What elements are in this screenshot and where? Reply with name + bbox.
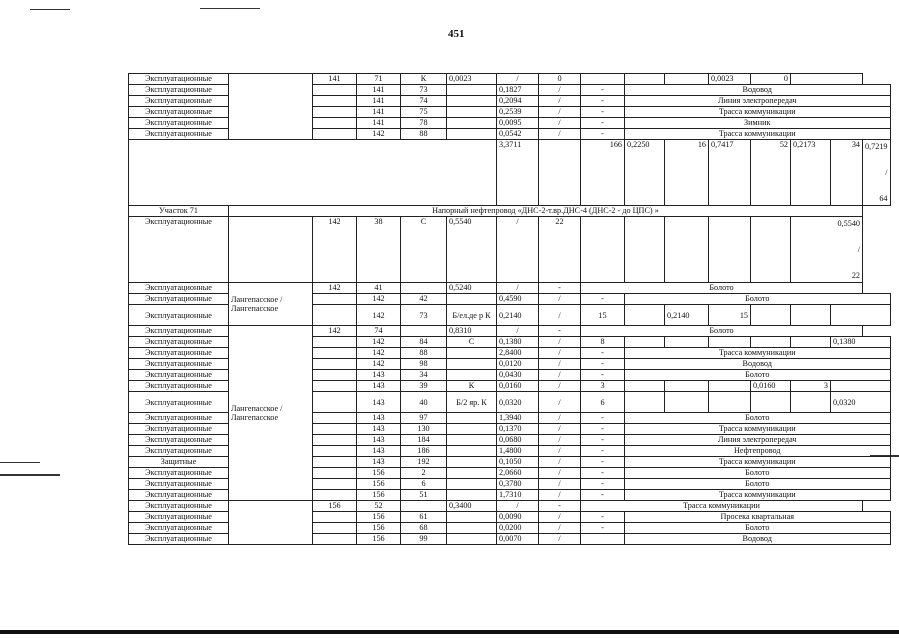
count-cell: 8	[581, 337, 625, 348]
slash-cell: /	[539, 107, 581, 118]
count-cell: -	[581, 359, 625, 370]
slash-cell: /	[539, 370, 581, 381]
c3-count-cell: 3	[791, 381, 831, 392]
note-cell: Болото	[581, 283, 863, 294]
area-cell: 0,0070	[497, 534, 539, 545]
quarter-cell: 142	[313, 326, 357, 337]
plot-cell: 34	[401, 370, 447, 381]
plot-cell: 41	[357, 283, 401, 294]
purpose-cell: Эксплуатационные	[129, 129, 229, 140]
slash-cell: /	[497, 283, 539, 294]
plot-cell: 73	[401, 85, 447, 96]
total-area-cell: 3,3711	[497, 140, 539, 206]
plot-cell: 75	[401, 107, 447, 118]
quarter-cell: 156	[357, 479, 401, 490]
area-cell: 0,2140	[497, 305, 539, 326]
quarter-cell: 142	[313, 217, 357, 283]
purpose-cell: Эксплуатационные	[129, 107, 229, 118]
page-bottom-edge	[0, 630, 899, 634]
quarter-cell: 156	[313, 501, 357, 512]
quarter-cell: 141	[313, 74, 357, 85]
area-cell: 0,2539	[497, 107, 539, 118]
purpose-cell: Эксплуатационные	[129, 305, 229, 326]
quarter-cell: 143	[357, 424, 401, 435]
purpose-cell: Эксплуатационные	[129, 424, 229, 435]
note-cell: Трасса коммуникации	[625, 129, 891, 140]
note-cell: Трасса коммуникации	[625, 490, 891, 501]
category-cell	[401, 326, 447, 337]
plot-cell: 88	[401, 129, 447, 140]
count-cell	[581, 534, 625, 545]
totals-row	[129, 140, 891, 206]
area-cell: 0,1380	[497, 337, 539, 348]
slash-cell: /	[539, 435, 581, 446]
count-cell: -	[581, 96, 625, 107]
note-cell: Болото	[625, 370, 891, 381]
scan-mark	[0, 474, 60, 476]
quarter-cell: 143	[357, 457, 401, 468]
category-cell	[401, 501, 447, 512]
quarter-cell: 141	[357, 107, 401, 118]
table-row	[129, 74, 891, 85]
quarter-cell: 142	[357, 305, 401, 326]
area-cell: 0,0160	[497, 381, 539, 392]
plot-cell: 74	[357, 326, 401, 337]
quarter-cell: 143	[357, 370, 401, 381]
slash-cell: /	[539, 337, 581, 348]
area-cell: 0,2094	[497, 96, 539, 107]
category-cell	[447, 435, 497, 446]
count-cell: -	[581, 370, 625, 381]
purpose-cell: Эксплуатационные	[129, 381, 229, 392]
category-cell	[447, 413, 497, 424]
quarter-cell: 156	[357, 523, 401, 534]
plot-cell: 99	[401, 534, 447, 545]
category-cell	[401, 283, 447, 294]
c3-area-cell: 0,0023	[709, 74, 751, 85]
quarter-cell: 142	[357, 294, 401, 305]
plot-cell: 39	[401, 381, 447, 392]
plot-cell: 2	[401, 468, 447, 479]
total-c2-cell: 0,7417	[709, 140, 751, 206]
plot-cell: 74	[401, 96, 447, 107]
note-cell: Водовод	[625, 534, 891, 545]
total-c1-cell: 0,2250	[625, 140, 665, 206]
forestry-label: Лангепасское /	[231, 295, 283, 304]
count-cell: -	[581, 424, 625, 435]
slash-cell: /	[539, 381, 581, 392]
category-cell	[447, 348, 497, 359]
count-cell: -	[581, 129, 625, 140]
purpose-cell: Эксплуатационные	[129, 348, 229, 359]
note-cell: Болото	[625, 523, 891, 534]
purpose-cell: Эксплуатационные	[129, 413, 229, 424]
slash-cell: /	[539, 479, 581, 490]
note-cell: Нефтепровод	[625, 446, 891, 457]
count-cell: -	[581, 446, 625, 457]
category-cell	[447, 118, 497, 129]
count-cell: 22	[539, 217, 581, 283]
count-cell: 15	[581, 305, 625, 326]
plot-cell: 71	[357, 74, 401, 85]
section-name: Участок 71	[129, 206, 229, 217]
purpose-cell: Защитные	[129, 457, 229, 468]
purpose-cell: Эксплуатационные	[129, 337, 229, 348]
section-title: Напорный нефтепровод «ДНС-2-т.вр.ДНС-4 (ДНС-2 - до ЦПС) »	[229, 206, 863, 217]
quarter-cell: 143	[357, 435, 401, 446]
slash-cell: /	[539, 294, 581, 305]
plot-cell: 98	[401, 359, 447, 370]
note-cell: Болото	[625, 468, 891, 479]
area-cell: 0,0090	[497, 512, 539, 523]
note-cell: Трасса коммуникации	[625, 107, 891, 118]
count-cell: -	[581, 107, 625, 118]
scan-mark	[0, 462, 40, 463]
slash-cell: /	[539, 523, 581, 534]
slash-cell: /	[497, 501, 539, 512]
purpose-cell: Эксплуатационные	[129, 523, 229, 534]
area-cell: 0,1050	[497, 457, 539, 468]
slash-cell	[539, 140, 581, 206]
plot-cell: 84	[401, 337, 447, 348]
count-cell: -	[539, 501, 581, 512]
count-cell: 0	[539, 74, 581, 85]
total-c3-cell: 0,2173	[791, 140, 831, 206]
total-c2n-cell: 52	[751, 140, 791, 206]
plot-cell: 6	[401, 479, 447, 490]
slash-cell: /	[539, 446, 581, 457]
count-cell: -	[539, 283, 581, 294]
slash-cell: /	[539, 534, 581, 545]
purpose-cell: Эксплуатационные	[129, 490, 229, 501]
plot-cell: 61	[401, 512, 447, 523]
slash-cell: /	[539, 118, 581, 129]
area-cell: 0,0200	[497, 523, 539, 534]
note-cell: Болото	[625, 479, 891, 490]
count-cell: -	[581, 512, 625, 523]
slash-cell: /	[539, 512, 581, 523]
slash-cell: /	[539, 85, 581, 96]
count-cell: -	[581, 118, 625, 129]
area-cell: 1,4800	[497, 446, 539, 457]
purpose-cell: Эксплуатационные	[129, 392, 229, 413]
count-cell: -	[581, 348, 625, 359]
note-cell: Линия электропередач	[625, 435, 891, 446]
section-header-row	[129, 206, 891, 217]
category-cell: Б/ел.де р К	[447, 305, 497, 326]
quarter-cell: 142	[357, 359, 401, 370]
quarter-cell: 142	[357, 348, 401, 359]
purpose-cell: Эксплуатационные	[129, 435, 229, 446]
quarter-cell: 142	[357, 129, 401, 140]
count-cell: -	[581, 85, 625, 96]
category-cell	[447, 490, 497, 501]
quarter-cell: 143	[357, 413, 401, 424]
c4-area-cell: 0,1380	[831, 337, 891, 348]
slash-cell: /	[539, 457, 581, 468]
area-cell: 0,5240	[447, 283, 497, 294]
area-cell: 0,8310	[447, 326, 497, 337]
area-cell: 0,0320	[497, 392, 539, 413]
count-cell: -	[581, 523, 625, 534]
quarter-cell: 156	[357, 512, 401, 523]
count-cell: 6	[581, 392, 625, 413]
category-cell	[447, 96, 497, 107]
plot-cell: 38	[357, 217, 401, 283]
area-cell: 0,1370	[497, 424, 539, 435]
plot-cell: 88	[401, 348, 447, 359]
purpose-cell: Эксплуатационные	[129, 501, 229, 512]
plot-cell: 130	[401, 424, 447, 435]
category-cell	[447, 129, 497, 140]
slash-cell: /	[539, 468, 581, 479]
category-cell	[447, 85, 497, 96]
category-cell: Б/2 яр. К	[447, 392, 497, 413]
scan-mark	[30, 9, 70, 10]
forestry-label: Лангепасское	[231, 304, 279, 313]
note-cell: Болото	[625, 294, 891, 305]
quarter-cell: 143	[357, 381, 401, 392]
category-cell	[447, 468, 497, 479]
plot-cell: 184	[401, 435, 447, 446]
category-cell: С	[401, 217, 447, 283]
c4-area-value: 0,5540	[837, 219, 860, 228]
total-c4-value: 0,7219	[865, 142, 888, 151]
category-cell: К	[447, 381, 497, 392]
count-cell: -	[581, 490, 625, 501]
c4-area-cell	[791, 217, 863, 283]
category-cell	[447, 107, 497, 118]
slash-cell: /	[539, 129, 581, 140]
purpose-cell: Эксплуатационные	[129, 326, 229, 337]
quarter-cell: 156	[357, 490, 401, 501]
count-cell: -	[581, 413, 625, 424]
purpose-cell: Эксплуатационные	[129, 217, 229, 283]
plot-cell: 192	[401, 457, 447, 468]
slash-cell: /	[539, 413, 581, 424]
purpose-cell: Эксплуатационные	[129, 370, 229, 381]
plot-cell: 186	[401, 446, 447, 457]
quarter-cell: 142	[357, 337, 401, 348]
slash-mark: /	[857, 245, 860, 254]
category-cell	[447, 446, 497, 457]
slash-cell: /	[539, 359, 581, 370]
count-cell: -	[581, 468, 625, 479]
note-cell: Просека квартальная	[625, 512, 891, 523]
quarter-cell: 141	[357, 85, 401, 96]
area-cell: 0,0680	[497, 435, 539, 446]
count-cell: -	[581, 435, 625, 446]
plot-cell: 73	[401, 305, 447, 326]
quarter-cell: 141	[357, 118, 401, 129]
note-cell: Болото	[581, 326, 863, 337]
area-cell: 0,0023	[447, 74, 497, 85]
table-row	[129, 501, 891, 512]
count-cell: -	[581, 479, 625, 490]
plot-cell: 52	[357, 501, 401, 512]
category-cell	[447, 424, 497, 435]
category-cell	[447, 479, 497, 490]
area-cell: 2,0660	[497, 468, 539, 479]
slash-cell: /	[539, 424, 581, 435]
c2-count-cell: 15	[709, 305, 751, 326]
slash-cell: /	[539, 392, 581, 413]
area-cell: 0,0095	[497, 118, 539, 129]
purpose-cell: Эксплуатационные	[129, 283, 229, 294]
quarter-cell: 156	[357, 534, 401, 545]
category-cell	[447, 294, 497, 305]
area-cell: 0,1827	[497, 85, 539, 96]
note-cell: Линия электропередач	[625, 96, 891, 107]
category-cell: К	[401, 74, 447, 85]
quarter-cell: 142	[313, 283, 357, 294]
area-cell: 1,7310	[497, 490, 539, 501]
total-count-cell: 166	[581, 140, 625, 206]
slash-cell: /	[539, 348, 581, 359]
plot-cell: 78	[401, 118, 447, 129]
quarter-cell: 141	[357, 96, 401, 107]
c4-count-value: 22	[851, 271, 860, 280]
area-cell: 0,0542	[497, 129, 539, 140]
category-cell	[447, 370, 497, 381]
purpose-cell: Эксплуатационные	[129, 96, 229, 107]
total-c4-count: 64	[879, 194, 888, 203]
plot-cell: 51	[401, 490, 447, 501]
category-cell	[447, 457, 497, 468]
total-c3n-cell: 34	[831, 140, 863, 206]
plot-cell: 68	[401, 523, 447, 534]
plot-cell: 40	[401, 392, 447, 413]
total-c1n-cell: 16	[665, 140, 709, 206]
forest-plots-table	[128, 73, 891, 545]
purpose-cell: Эксплуатационные	[129, 479, 229, 490]
purpose-cell: Эксплуатационные	[129, 359, 229, 370]
quarter-cell: 143	[357, 446, 401, 457]
purpose-cell: Эксплуатационные	[129, 446, 229, 457]
area-cell: 0,5540	[447, 217, 497, 283]
category-cell: С	[447, 337, 497, 348]
count-cell: -	[581, 457, 625, 468]
scan-mark	[200, 8, 260, 9]
quarter-cell: 156	[357, 468, 401, 479]
c3-area-cell: 0,0160	[751, 381, 791, 392]
purpose-cell: Эксплуатационные	[129, 74, 229, 85]
category-cell	[447, 512, 497, 523]
note-cell: Трасса коммуникации	[581, 501, 863, 512]
slash-cell: /	[539, 96, 581, 107]
note-cell: Водовод	[625, 85, 891, 96]
slash-mark: /	[885, 168, 888, 177]
slash-cell: /	[539, 490, 581, 501]
purpose-cell: Эксплуатационные	[129, 85, 229, 96]
plot-cell: 42	[401, 294, 447, 305]
note-cell: Трасса коммуникации	[625, 457, 891, 468]
forestry-label: Лангепасское	[231, 413, 279, 422]
area-cell: 0,3400	[447, 501, 497, 512]
purpose-cell: Эксплуатационные	[129, 294, 229, 305]
c2-area-cell: 0,2140	[665, 305, 709, 326]
count-cell: 3	[581, 381, 625, 392]
purpose-cell: Эксплуатационные	[129, 534, 229, 545]
note-cell: Водовод	[625, 359, 891, 370]
category-cell	[447, 534, 497, 545]
count-cell: -	[539, 326, 581, 337]
area-cell: 0,0120	[497, 359, 539, 370]
slash-cell: /	[497, 217, 539, 283]
slash-cell: /	[497, 326, 539, 337]
area-cell: 0,3780	[497, 479, 539, 490]
note-cell: Зимник	[625, 118, 891, 129]
purpose-cell: Эксплуатационные	[129, 118, 229, 129]
purpose-cell: Эксплуатационные	[129, 468, 229, 479]
area-cell: 2,8400	[497, 348, 539, 359]
forestry-label: Лангепасское /	[231, 404, 283, 413]
note-cell: Трасса коммуникации	[625, 424, 891, 435]
page-number: 451	[448, 28, 465, 40]
category-cell	[447, 359, 497, 370]
area-cell: 1,3940	[497, 413, 539, 424]
slash-cell: /	[497, 74, 539, 85]
slash-cell: /	[539, 305, 581, 326]
table-row	[129, 217, 891, 283]
plot-cell: 97	[401, 413, 447, 424]
table-row	[129, 326, 891, 337]
quarter-cell: 143	[357, 392, 401, 413]
area-cell: 0,4590	[497, 294, 539, 305]
c4-area-cell: 0,0320	[831, 392, 891, 413]
category-cell	[447, 523, 497, 534]
purpose-cell: Эксплуатационные	[129, 512, 229, 523]
table-row	[129, 283, 891, 294]
count-cell: -	[581, 294, 625, 305]
area-cell: 0,0430	[497, 370, 539, 381]
note-cell: Трасса коммуникации	[625, 348, 891, 359]
c3-count-cell: 0	[751, 74, 791, 85]
note-cell: Болото	[625, 413, 891, 424]
